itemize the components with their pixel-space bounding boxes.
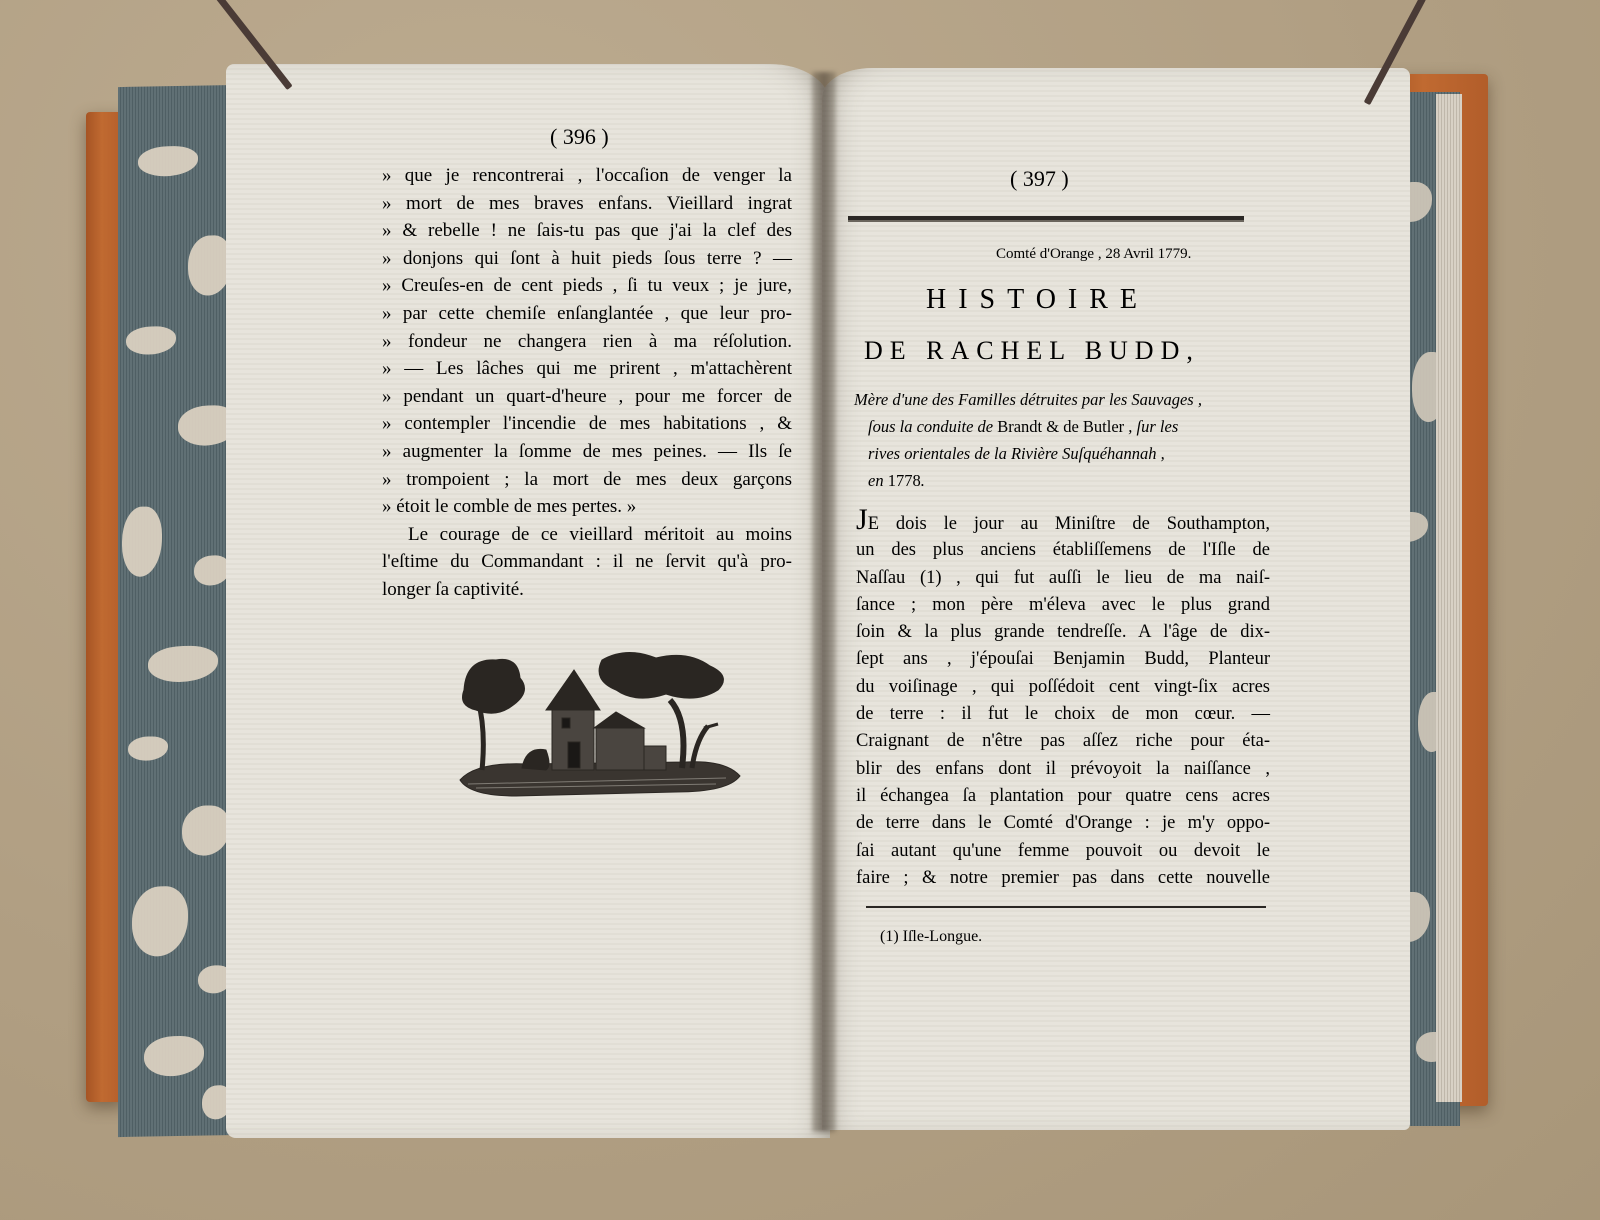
text-line-content: E dois le jour au Miniſtre de Southampton, <box>867 514 1270 534</box>
text-line: il échangea ſa plantation pour quatre cens acres <box>856 785 1270 806</box>
text-line: » pendant un quart-d'heure , pour me forcer de <box>382 385 792 407</box>
footnote: (1) Iſle-Longue. <box>880 928 983 945</box>
dateline: Comté d'Orange , 28 Avril 1779. <box>996 246 1192 262</box>
subtitle-text: , ſur les <box>1124 417 1179 436</box>
text-line: Le courage de ce vieillard méritoit au moins <box>408 523 792 545</box>
text-line: Craignant de n'être pas aſſez riche pour éta- <box>856 731 1270 752</box>
left-page-number: ( 396 ) <box>550 124 609 149</box>
text-line: blir des enfans dont il prévoyoit la naiſſance , <box>856 758 1270 779</box>
text-line: » trompoient ; la mort de mes deux garçons <box>382 468 792 490</box>
text-line: du voiſinage , qui poſſédoit cent vingt-ſix acres <box>856 676 1270 697</box>
text-line: ſept ans , j'épouſai Benjamin Budd, Planteur <box>856 649 1270 670</box>
text-line: faire ; & notre premier pas dans cette nouvelle <box>856 867 1270 888</box>
chapter-title: HISTOIRE <box>926 284 1150 315</box>
left-marbled-edge <box>118 85 242 1137</box>
subtitle-line <box>854 386 1254 413</box>
text-line: ſoin & la plus grande tendreſſe. A l'âge de dix- <box>856 622 1270 643</box>
text-line: ſai autant qu'une femme pouvoit ou devoit le <box>856 840 1270 861</box>
text-line: » étoit le comble de mes pertes. » <box>382 496 637 518</box>
text-line: longer ſa captivité. <box>382 578 524 600</box>
subtitle-text: Mère d'une des Familles détruites par les Sauvages , <box>854 390 1202 409</box>
chapter-title-subject: DE RACHEL BUDD, <box>864 336 1200 365</box>
text-line: » & rebelle ! ne ſais-tu pas que j'ai la clef des <box>382 220 792 242</box>
book-gutter <box>812 72 836 1132</box>
text-line: ſance ; mon père m'éleva avec le plus grand <box>856 594 1270 615</box>
text-line: Naſſau (1) , qui fut auſſi le lieu de ma naiſ- <box>856 567 1270 588</box>
right-page-body <box>856 503 1270 892</box>
subtitle-text: ſous la conduite de <box>868 417 998 436</box>
subtitle-year: 1778 <box>887 471 921 490</box>
left-page-text <box>382 162 792 604</box>
text-line: » donjons qui ſont à huit pieds ſous terre ? — <box>382 247 792 269</box>
text-line: » contempler l'incendie de mes habitations , & <box>382 413 792 435</box>
text-line: de terre : il fut le choix de mon cœur. — <box>856 704 1270 725</box>
subtitle-text: rives orientales de la Rivière Suſquéhannah , <box>868 444 1165 463</box>
footnote-rule <box>866 906 1266 908</box>
subtitle-line <box>854 467 1254 494</box>
woodcut-vignette <box>456 650 756 810</box>
subtitle-line <box>854 413 1254 440</box>
text-line: » — Les lâches qui me prirent , m'attachèrent <box>382 358 792 380</box>
text-line: un des plus anciens établiſſemens de l'Iſle de <box>856 540 1270 561</box>
chapter-subtitle <box>854 386 1254 494</box>
subtitle-text: . <box>920 471 925 490</box>
subtitle-line <box>854 440 1254 467</box>
text-line: » fondeur ne changera rien à ma réſolution. <box>382 330 792 352</box>
text-line: de terre dans le Comté d'Orange : je m'y oppo- <box>856 813 1270 834</box>
text-line: » que je rencontrerai , l'occaſion de venger la <box>382 165 792 186</box>
text-line: » Creuſes-en de cent pieds , ſi tu veux ; je jure, <box>382 275 792 297</box>
right-page-number: ( 397 ) <box>1010 166 1069 191</box>
text-line: l'eſtime du Commandant : il ne ſervit qu'à pro- <box>382 551 792 573</box>
text-line <box>856 503 1270 537</box>
text-line: » augmenter la ſomme de mes peines. — Ils ſe <box>382 440 792 462</box>
text-line: » par cette chemiſe enſanglantée , que leur pro- <box>382 302 792 324</box>
subtitle-names: Brandt & de Butler <box>997 417 1125 436</box>
right-page-stack <box>1436 94 1462 1102</box>
drop-cap: J <box>856 503 868 536</box>
text-line: » mort de mes braves enfans. Vieillard ingrat <box>382 192 792 214</box>
header-rule <box>848 216 1244 222</box>
subtitle-text: en <box>868 471 888 490</box>
